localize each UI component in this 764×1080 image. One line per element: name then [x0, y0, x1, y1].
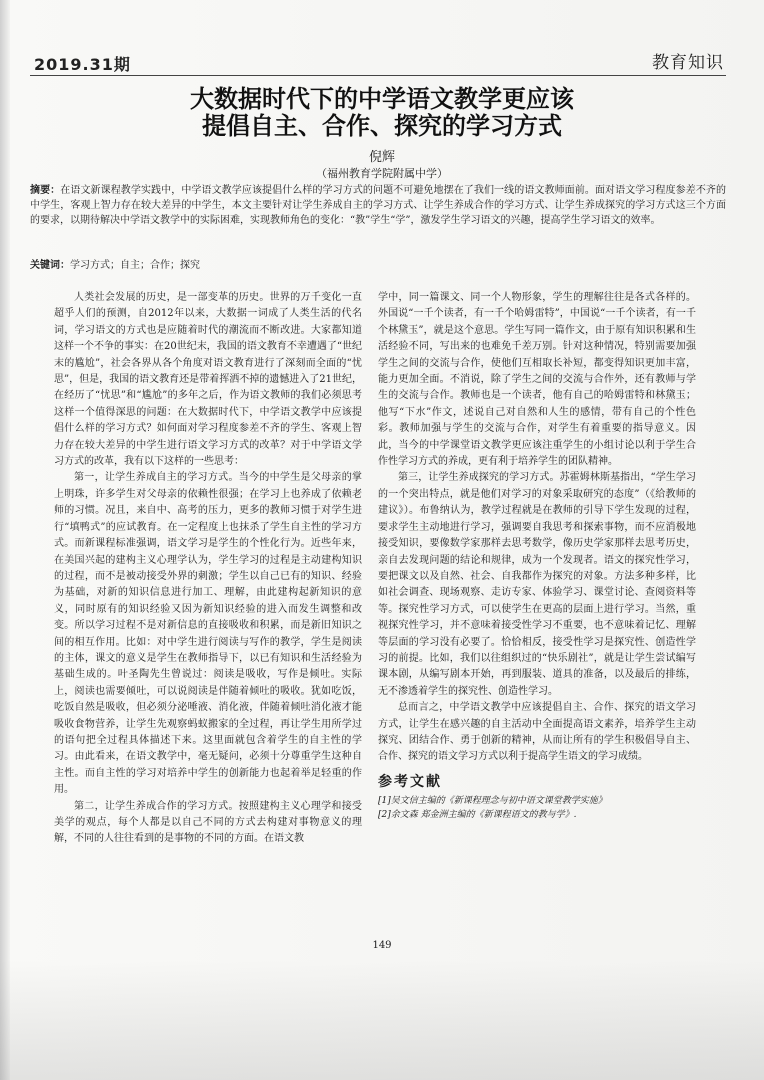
references-heading: 参考文献: [378, 773, 442, 790]
paragraph: 第一，让学生养成自主的学习方式。当今的中学生是父母亲的掌上明珠，许多学生对父母亲的依赖性很强；在学习上也养成了依赖老师的习惯。况且，来自中、高考的压力，更多的教师习惯于对学生进行“填鸭式”的应试教育。在一定程度上也抹杀了学生自主性的学习方式。而新课程标准强调，语文学习是学生的个性化行为。近些年来，在美国兴起的建构主义心理学认为，学生学习的过程是主动建构知识的过程，而不是被动接受外界的刺激；学生以自己已有的知识、经验为基础，对新的知识信息进行加工、理解，由此建构起新知识的意义，同时原有的知识经验又因为新知识经验的进入而发生调整和改变。所以学习过程不是对新信息的直接吸收和积累，而是新旧知识之间的相互作用。比如：对中学生进行阅读与写作的教学，学生是阅读的主体，课文的意义是学生在教师指导下，以已有知识和生活经验为基础生成的。叶圣陶先生曾说过：阅读是吸收，写作是倾吐。实际上，阅读也需要倾吐，可以说阅读是伴随着倾吐的吸收。犹如吃饭，吃饭自然是吸收，但必须分泌唾液、消化液，伴随着倾吐消化液才能吸收食物营养，让学生先观察蚂蚁搬家的全过程，再让学生用所学过的语句把全过程具体描述下来。这里面就包含着学生的自主性的学习。由此看来，在语文教学中，毫无疑问，必须十分尊重学生这种自主性。而自主性的学习对培养中学生的创新能力也起着举足轻重的作用。: [54, 472, 362, 796]
abstract-label: 摘要：: [30, 185, 61, 196]
section-name: 教育知识: [652, 53, 724, 73]
issue-number: 2019.31期: [34, 55, 131, 74]
title-line-1: 大数据时代下的中学语文教学更应该: [190, 85, 574, 113]
abstract-text: 在语文新课程教学实践中，中学语文教学应该提倡什么样的学习方式的问题不可避免地摆在了我们一线的语文教师面前。面对语文学习程度参差不齐的中学生，客观上智力存在较大差异的中学生，本文主要针对让学生养成自主的学习方式、让学生养成合作的学习方式、让学生养成探究的学习方式这三个方面的要求，以期待解决中学语文教学中的实际困难，实现教师角色的变化：“教”学生“学”，激发学生学习语文的兴趣，提高学生学习语文的效率。: [30, 185, 726, 226]
reference-item: [2]余文森 郑金洲主编的《新课程语文的教与学》.: [378, 810, 577, 821]
page-number: 149: [372, 940, 392, 951]
keywords: [30, 256, 726, 271]
reference-item: [1]吴文信主编的《新课程理念与初中语文课堂教学实施》: [378, 796, 607, 807]
abstract: [30, 183, 726, 228]
article-title: [60, 86, 704, 140]
header-rule: [30, 75, 726, 76]
author-name: 倪辉: [368, 150, 395, 165]
keywords-text: 学习方式；自主；合作；探究: [70, 260, 200, 271]
paragraph: 总而言之，中学语文教学中应该提倡自主、合作、探究的语文学习方式，让学生在感兴趣的自主活动中全面提高语文素养，培养学生主动探究、团结合作、勇于创新的精神，从而让所有的学生积极倡导自主、合作、探究的语文学习方式以利于提高学生语文的学习成绩。: [378, 702, 696, 763]
keywords-label: 关键词：: [30, 260, 70, 271]
left-column: [54, 290, 362, 848]
scan-shadow: [0, 960, 764, 1080]
title-line-2: 提倡自主、合作、探究的学习方式: [202, 112, 562, 140]
right-column: [378, 290, 696, 822]
paragraph: 学中，同一篇课文、同一个人物形象，学生的理解往往是各式各样的。外国说“一千个读者，有一千个哈姆雷特”，中国说“一千个读者，有一千个林黛玉”，就是这个意思。学生写同一篇作文，由于原有知识积累和生活经验不同，写出来的也难免千差万别。针对这种情况，特别需要加强学生之间的交流与合作，使他们互相取长补短，都变得知识更加丰富，能力更加全面。不消说，除了学生之间的交流与合作外，还有教师与学生的交流与合作。教师也是一个读者，他有自己的哈姆雷特和林黛玉；他写“下水”作文，述说自己对自然和人生的感情，带有自己的个性色彩。教师加强与学生的交流与合作，对学生有着重要的指导意义。因此，当今的中学课堂语文教学更应该注重学生的小组讨论以利于学生合作性学习方式的养成，更有利于培养学生的团队精神。: [378, 292, 696, 468]
paragraph: 第二，让学生养成合作的学习方式。按照建构主义心理学和接受美学的观点，每个人都是以自己不同的方式去构建对事物意义的理解，不同的人往往看到的是事物的不同的方面。在语文教: [54, 800, 362, 845]
author-affiliation: （福州教育学院附属中学）: [316, 167, 448, 180]
paragraph: 人类社会发展的历史，是一部变革的历史。世界的万千变化一直超乎人们的预测，自2012年以来，大数据一词成了人类生活的代名词，学习语文的方式也是应随着时代的潮流而不断改进。大家都知道这样一个不争的事实：在20世纪末，我国的语文教育不幸遭遇了“世纪末的尴尬”，社会各界从各个角度对语文教育进行了深刻而全面的“忧思”，但是，我国的语文教育还是带着挥洒不掉的遗憾进入了21世纪，在经历了“忧思”和“尴尬”的多年之后，作为语文教师的我们必须思考这样一个值得深思的问题：在大数据时代下，中学语文教学中应该提倡什么样的学习方式？如何面对学习程度参差不齐的学生、客观上智力存在较大差异的中学生进行语文学习方式的改革？对于中学语文学习方式的改革，我有以下这样的一些思考：: [54, 292, 362, 468]
paragraph: 第三，让学生养成探究的学习方式。苏霍姆林斯基指出，“学生学习的一个突出特点，就是他们对学习的对象采取研究的态度”（《给教师的建议》）。布鲁纳认为，教学过程就是在教师的引导下学生发现的过程，要求学生主动地进行学习，强调要自我思考和探索事物，而不应消极地接受知识，要像数学家那样去思考数学，像历史学家那样去思考历史，亲自去发现问题的结论和规律，成为一个发现者。语文的探究性学习，要把课文以及自然、社会、自我都作为探究的对象。方法多种多样，比如社会调查、现场观察、走访专家、体验学习、课堂讨论、查阅资料等等。探究性学习方式，可以使学生在更高的层面上进行学习。当然，重视探究性学习，并不意味着接受性学习不重要，也不意味着记忆、理解等层面的学习没有必要了。恰恰相反，接受性学习是探究性、创造性学习的前提。比如，我们以往组织过的“快乐剧社”，就是让学生尝试编写课本剧，从编写剧本开始，再到服装、道具的准备，以及最后的排练，无不渗透着学生的探究性、创造性学习。: [378, 472, 696, 697]
